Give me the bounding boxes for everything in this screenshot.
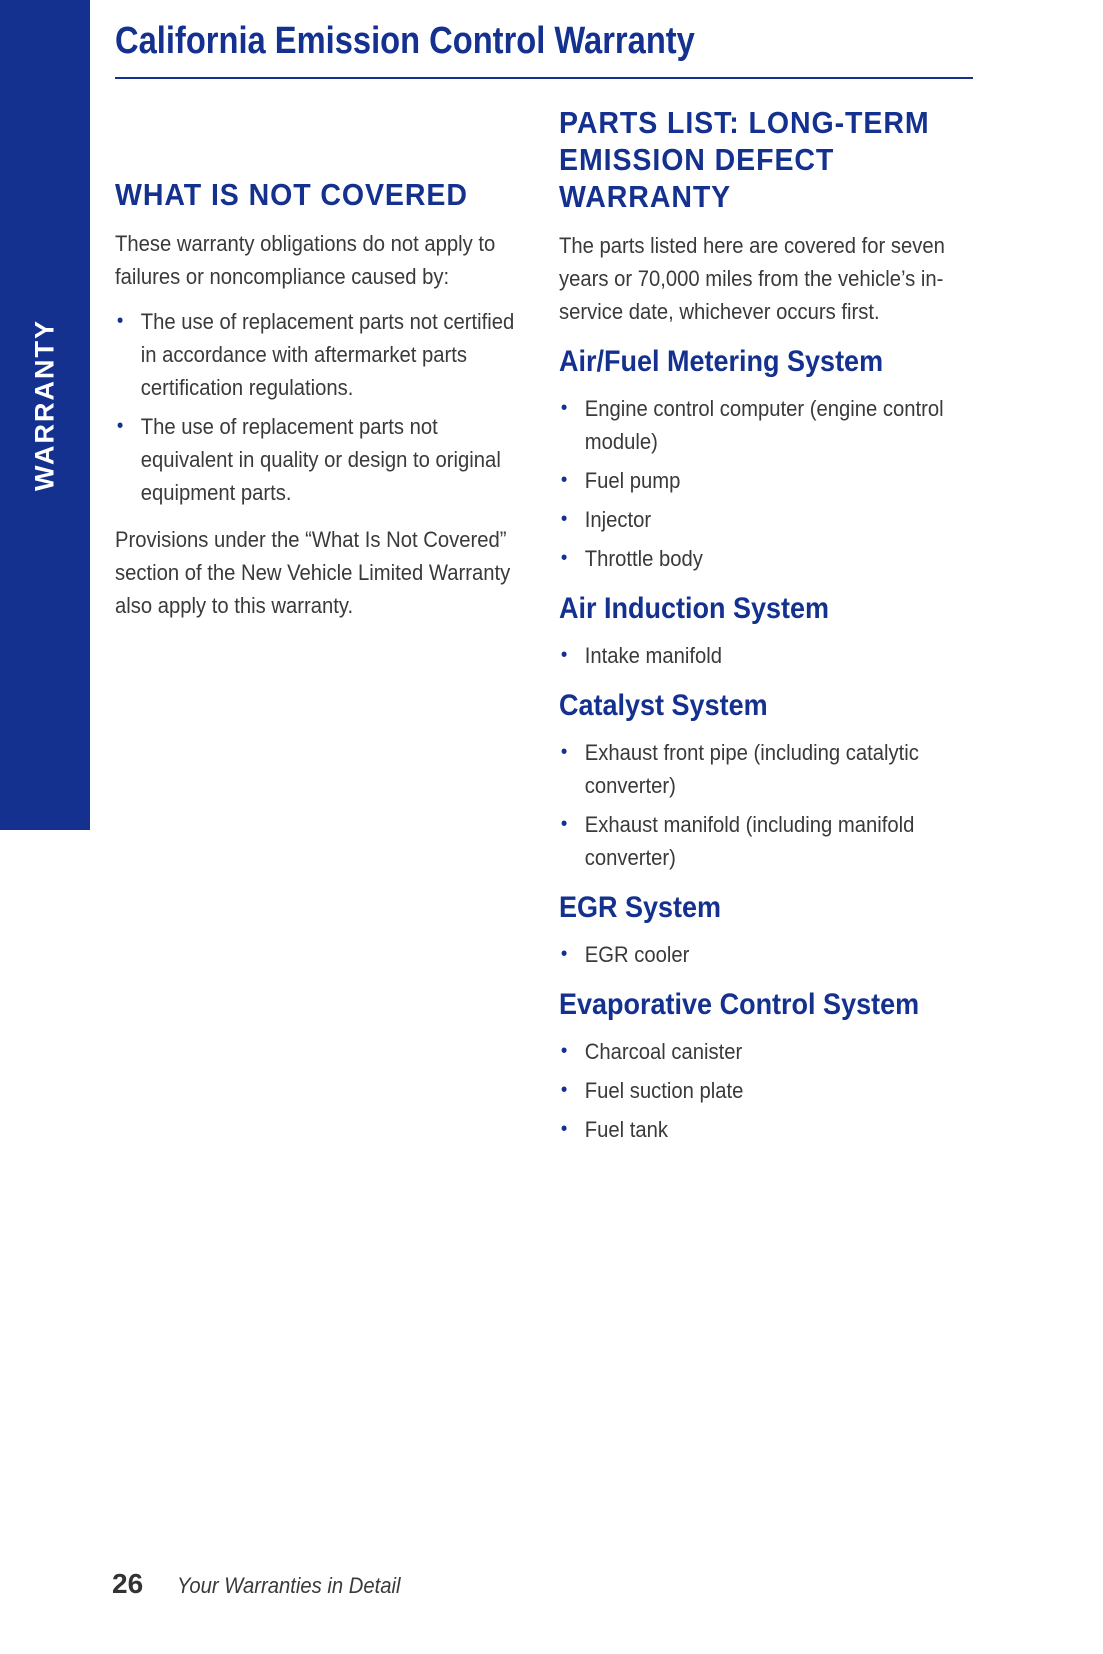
catalyst-system-heading: Catalyst System [559,689,768,722]
page-footer [112,1568,420,1600]
air-induction-list [559,639,973,672]
air-induction-heading: Air Induction System [559,592,830,625]
not-covered-closing: Provisions under the “What Is Not Covered” section of the New Vehicle Limited Warranty also apply to this warranty. [115,527,511,618]
footer-text: Your Warranties in Detail [177,1573,401,1598]
evaporative-control-list [559,1035,973,1146]
parts-list-heading: PARTS LIST: LONG-TERM EMISSION DEFECT WARRANTY [559,105,930,214]
evaporative-control-heading: Evaporative Control System [559,988,920,1021]
title-divider [115,77,973,79]
list-item: • Charcoal canister [559,1035,973,1068]
not-covered-list [115,305,529,509]
egr-system-list [559,938,973,971]
side-tab-label: WARRANTY [29,319,60,491]
left-column [115,176,535,622]
list-item: • Exhaust manifold (including manifold converter) [559,808,973,874]
list-item: • The use of replacement parts not equivalent in quality or design to original equipment parts. [115,410,529,509]
what-is-not-covered-heading: WHAT IS NOT COVERED [115,177,468,212]
list-item: • Throttle body [559,542,973,575]
not-covered-intro: These warranty obligations do not apply to failures or noncompliance caused by: [115,231,496,289]
air-fuel-metering-list [559,392,973,575]
list-item: • Exhaust front pipe (including catalytic converter) [559,736,973,802]
side-tab [0,0,90,830]
list-item: • Fuel tank [559,1113,973,1146]
list-item: • Fuel suction plate [559,1074,973,1107]
list-item: • The use of replacement parts not certified in accordance with aftermarket parts certification regulations. [115,305,529,404]
egr-system-heading: EGR System [559,891,722,924]
list-item: • Intake manifold [559,639,973,672]
catalyst-system-list [559,736,973,874]
page-number: 26 [112,1568,144,1599]
list-item: • EGR cooler [559,938,973,971]
air-fuel-metering-heading: Air/Fuel Metering System [559,345,884,378]
page-title: California Emission Control Warranty [115,20,695,62]
right-column [559,104,989,1152]
parts-list-intro: The parts listed here are covered for seven years or 70,000 miles from the vehicle’s in-service date, whichever occurs first. [559,233,945,324]
list-item: • Injector [559,503,973,536]
list-item: • Fuel pump [559,464,973,497]
list-item: • Engine control computer (engine control module) [559,392,973,458]
